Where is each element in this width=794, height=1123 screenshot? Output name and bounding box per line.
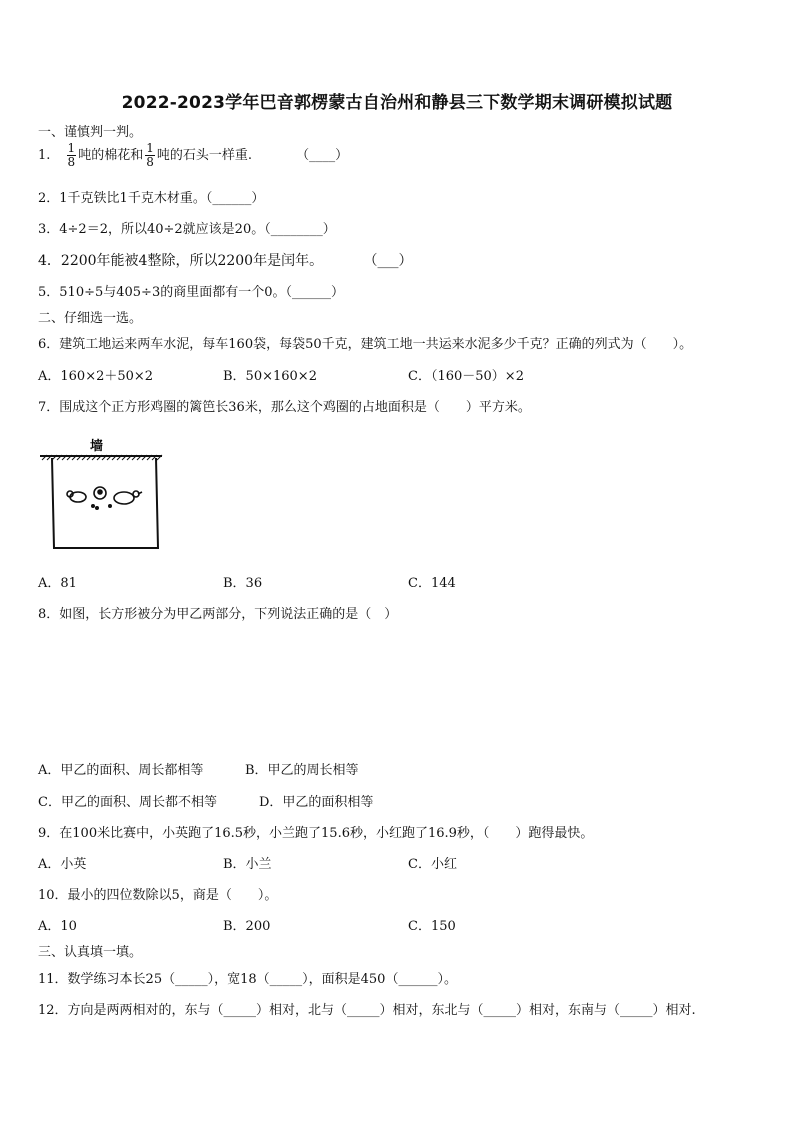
- option-a[interactable]: A．小英: [38, 857, 87, 872]
- question-1: [38, 142, 348, 169]
- option-c[interactable]: C．144: [408, 576, 456, 591]
- answer-blank[interactable]: （____）: [296, 148, 349, 163]
- option-c[interactable]: C．小红: [408, 857, 457, 872]
- question-7: 7．围成这个正方形鸡圈的篱笆长36米，那么这个鸡圈的占地面积是（ ）平方米。: [38, 400, 531, 415]
- chicken-coop-diagram: [38, 436, 166, 556]
- question-3: 3．4÷2＝2，所以40÷2就应该是20。（________）: [38, 222, 336, 237]
- fraction-one-eighth: [145, 142, 155, 169]
- chickens-icon: [67, 487, 142, 509]
- option-a[interactable]: A．10: [38, 919, 77, 934]
- fraction-denominator: 8: [67, 155, 76, 169]
- section-heading-choose: 二、仔细选一选。: [38, 311, 143, 326]
- question-6: 6．建筑工地运来两车水泥，每车160袋，每袋50千克，建筑工地一共运来水泥多少千克？正确的列式为（ ）。: [38, 337, 693, 352]
- question-number: 1.: [38, 148, 51, 163]
- fraction-denominator: 8: [146, 155, 154, 169]
- question-11: 11．数学练习本长25（_____），宽18（_____），面积是450（______）。: [38, 972, 457, 987]
- question-text: 吨的石头一样重.: [156, 148, 252, 163]
- page-title: 2022-2023学年巴音郭楞蒙古自治州和静县三下数学期末调研模拟试题: [121, 93, 673, 113]
- option-b[interactable]: B．50×160×2: [223, 369, 317, 384]
- option-b[interactable]: B．甲乙的周长相等: [245, 763, 359, 778]
- option-c[interactable]: C．甲乙的面积、周长都不相等: [38, 795, 217, 810]
- question-text: 4．2200年能被4整除，所以2200年是闰年。: [38, 253, 324, 269]
- question-4: [38, 250, 413, 270]
- fence-outline: [52, 458, 158, 548]
- section-heading-judge: 一、谨慎判一判。: [38, 125, 143, 140]
- wall-label: 墙: [90, 439, 104, 454]
- question-2: 2．1千克铁比1千克木材重。（______）: [38, 191, 265, 206]
- question-8: 8．如图，长方形被分为甲乙两部分，下列说法正确的是（ ）: [38, 607, 398, 622]
- option-b[interactable]: B．36: [223, 576, 263, 591]
- option-c[interactable]: C．150: [408, 919, 456, 934]
- fraction-one-eighth: [67, 142, 77, 169]
- option-a[interactable]: A．甲乙的面积、周长都相等: [38, 763, 204, 778]
- option-a[interactable]: A．160×2＋50×2: [38, 369, 154, 384]
- option-d[interactable]: D．甲乙的面积相等: [259, 795, 374, 810]
- question-9: 9．在100米比赛中，小英跑了16.5秒，小兰跑了15.6秒，小红跑了16.9秒，（ ）跑得最快。: [38, 826, 594, 841]
- question-5: 5．510÷5与405÷3的商里面都有一个0。（______）: [38, 285, 344, 300]
- fraction-numerator: 1: [67, 141, 76, 155]
- answer-blank[interactable]: （___）: [363, 253, 413, 269]
- option-c[interactable]: C．（160－50）×2: [408, 369, 524, 384]
- option-a[interactable]: A．81: [38, 576, 77, 591]
- question-12: 12．方向是两两相对的，东与（_____）相对，北与（_____）相对，东北与（_____）相对，东南与（_____）相对.: [38, 1003, 696, 1018]
- option-b[interactable]: B．小兰: [223, 857, 272, 872]
- option-b[interactable]: B．200: [223, 919, 271, 934]
- section-heading-fill: 三、认真填一填。: [38, 945, 143, 960]
- chicken-coop-figure: [38, 436, 166, 556]
- fraction-numerator: 1: [146, 141, 154, 155]
- question-text: 吨的棉花和: [78, 148, 144, 163]
- question-10: 10．最小的四位数除以5，商是（ ）。: [38, 888, 278, 903]
